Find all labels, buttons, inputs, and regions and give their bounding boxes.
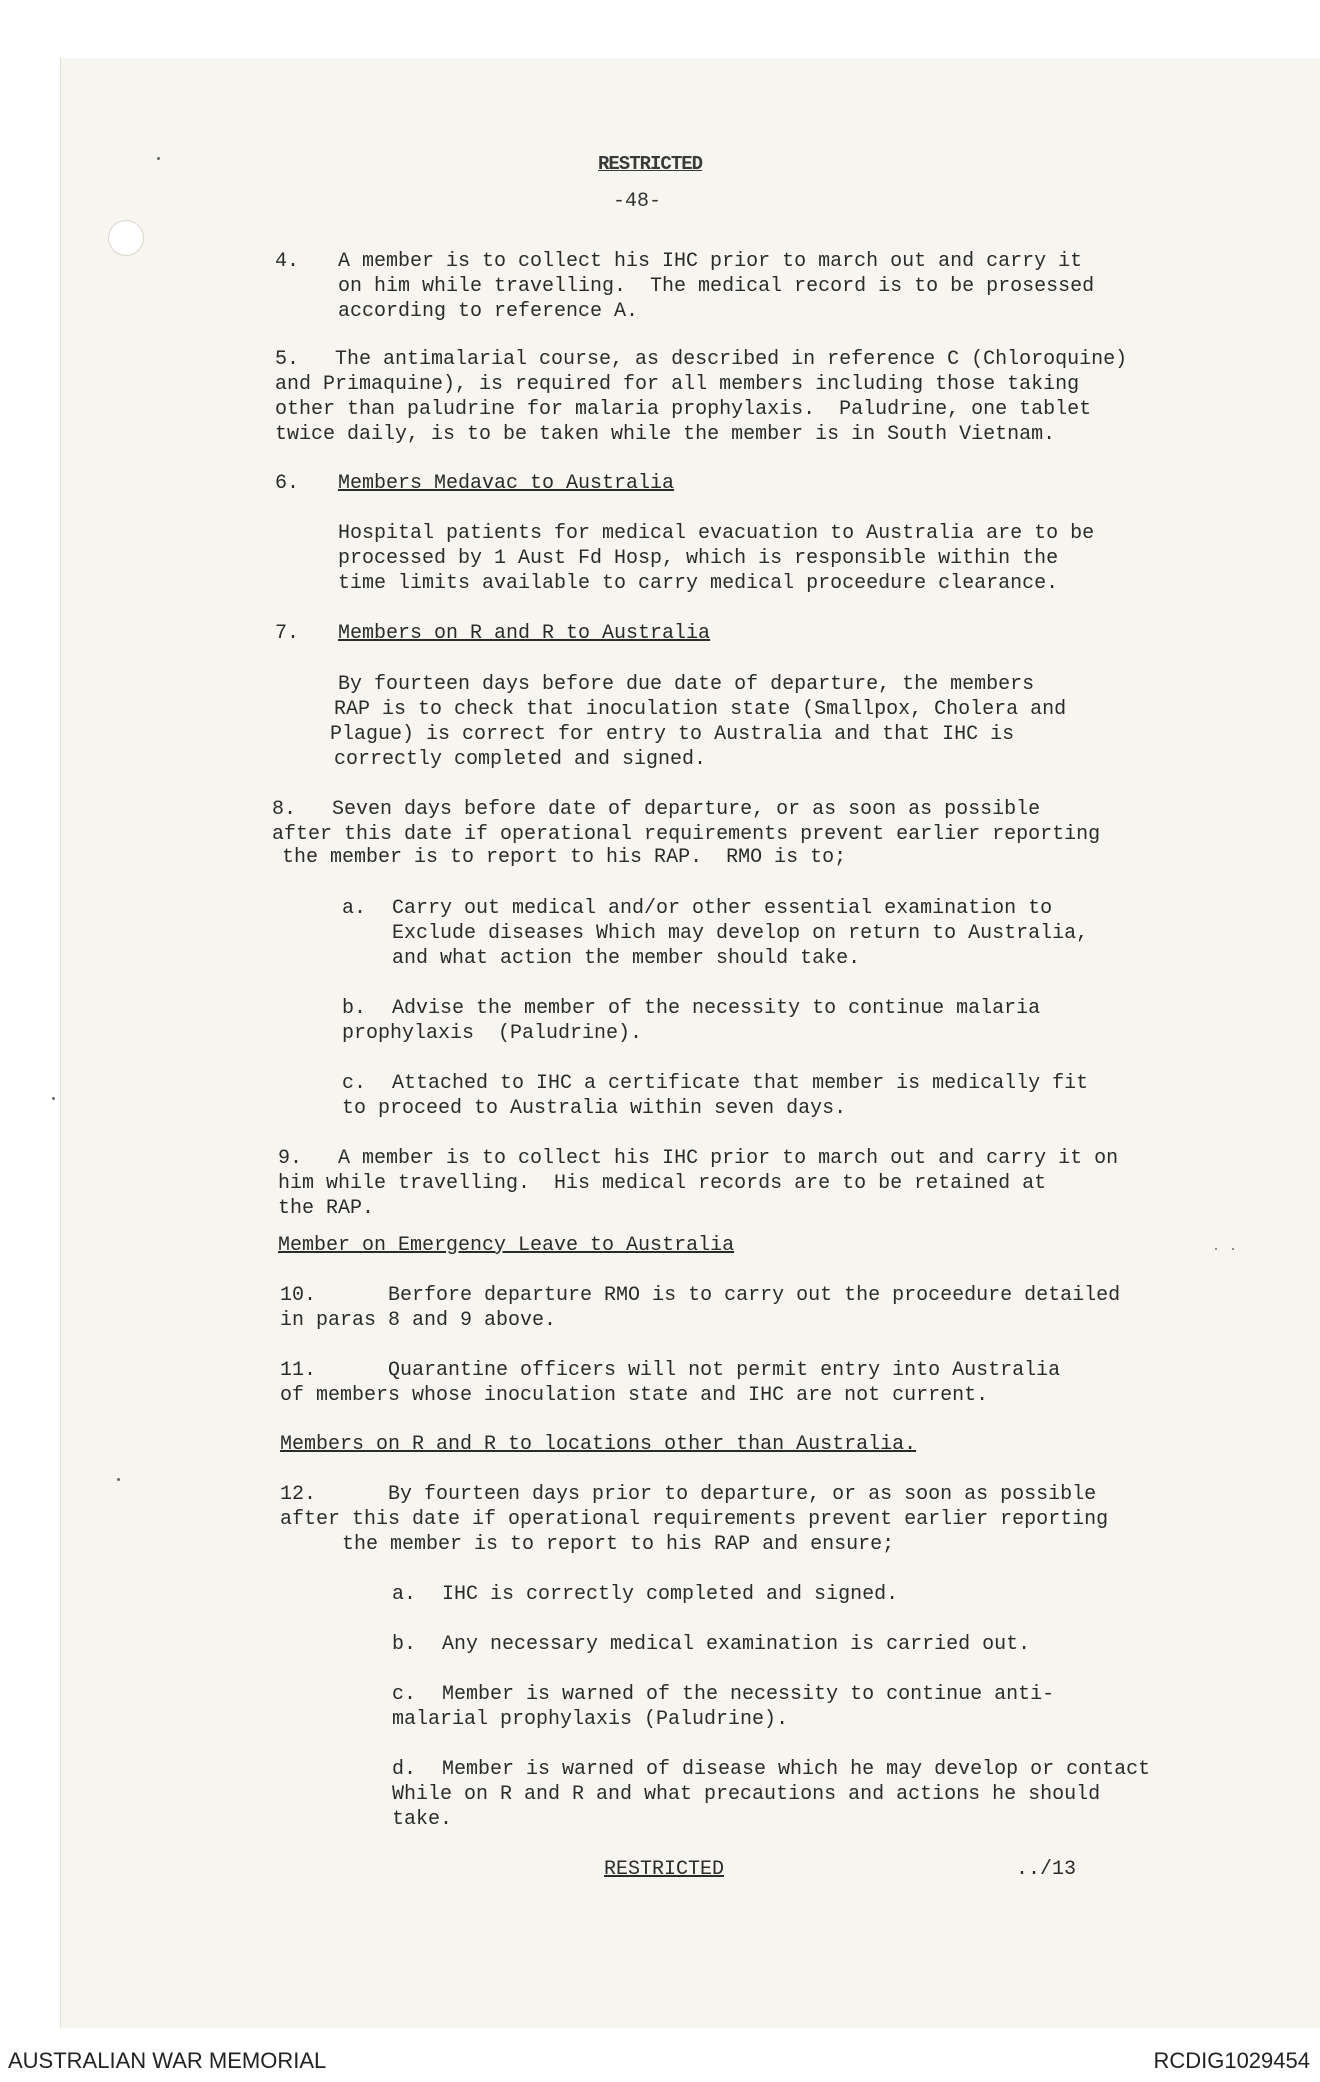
para-8-item-line: and what action the member should take.	[392, 947, 861, 970]
para-5-line: and Primaquine), is required for all members including those taking	[275, 373, 1080, 396]
paper-speck	[157, 157, 160, 160]
para-12-item-label: d.	[392, 1758, 417, 1781]
para-5-line: other than paludrine for malaria prophylaxis. Paludrine, one tablet	[275, 398, 1092, 421]
para-5-line: 5. The antimalarial course, as described in reference C (Chloroquine)	[275, 348, 1128, 371]
para-6-line: time limits available to carry medical proceedure clearance.	[338, 572, 1059, 595]
para-4-number: 4.	[275, 250, 300, 273]
para-12-line: after this date if operational requirements prevent earlier reporting	[280, 1508, 1109, 1531]
para-7-line: correctly completed and signed.	[334, 748, 707, 771]
para-7-line: By fourteen days before due date of departure, the members	[338, 673, 1035, 696]
page-number: -48-	[613, 190, 662, 213]
emergency-leave-heading: Member on Emergency Leave to Australia	[278, 1234, 735, 1257]
para-8-line: after this date if operational requirements prevent earlier reporting	[272, 823, 1101, 846]
para-8-item-line: Attached to IHC a certificate that member is medically fit	[392, 1072, 1089, 1095]
para-9-line: 9. A member is to collect his IHC prior to march out and carry it on	[278, 1147, 1119, 1170]
para-4-line: on him while travelling. The medical record is to be prosessed	[338, 275, 1095, 298]
para-8-line: the member is to report to his RAP. RMO is to;	[282, 846, 847, 869]
para-7-number: 7.	[275, 622, 300, 645]
para-9-line: him while travelling. His medical records are to be retained at	[278, 1172, 1047, 1195]
para-8-item-label: a.	[342, 897, 367, 920]
para-7-line: Plague) is correct for entry to Australia and that IHC is	[330, 723, 1015, 746]
paper-speck	[1215, 1248, 1217, 1250]
para-12-item-label: a.	[392, 1583, 417, 1606]
para-9-line: the RAP.	[278, 1197, 375, 1220]
para-12-line: 12. By fourteen days prior to departure, or as soon as possible	[280, 1483, 1097, 1506]
paper-speck	[1232, 1248, 1234, 1250]
archive-id: RCDIG1029454	[1153, 2048, 1310, 2073]
para-8-item-label: c.	[342, 1072, 367, 1095]
para-8-item-line: Carry out medical and/or other essential examination to	[392, 897, 1053, 920]
para-6-number: 6.	[275, 472, 300, 495]
para-10-line: in paras 8 and 9 above.	[280, 1309, 557, 1332]
continuation-marker: ../13	[1016, 1858, 1077, 1881]
para-7-heading: Members on R and R to Australia	[338, 622, 711, 645]
para-8-item-label: b.	[342, 997, 367, 1020]
para-8-item-line: to proceed to Australia within seven days.	[342, 1097, 847, 1120]
para-8-item-line: Advise the member of the necessity to continue malaria	[392, 997, 1041, 1020]
para-12-item-line: IHC is correctly completed and signed.	[442, 1583, 899, 1606]
punch-hole	[108, 220, 144, 256]
para-12-item-line: Any necessary medical examination is carried out.	[442, 1633, 1031, 1656]
paper-speck	[52, 1097, 55, 1100]
para-8-line: 8. Seven days before date of departure, or as soon as possible	[272, 798, 1041, 821]
para-4-line: according to reference A.	[338, 300, 639, 323]
para-6-heading: Members Medavac to Australia	[338, 472, 675, 495]
para-12-line: the member is to report to his RAP and ensure;	[342, 1533, 895, 1556]
para-11-line: 11. Quarantine officers will not permit entry into Australia	[280, 1359, 1061, 1382]
para-6-line: processed by 1 Aust Fd Hosp, which is responsible within the	[338, 547, 1059, 570]
para-8-item-line: Exclude diseases Which may develop on return to Australia,	[392, 922, 1089, 945]
para-12-item-line: take.	[392, 1808, 453, 1831]
para-12-item-label: c.	[392, 1683, 417, 1706]
para-12-item-line: While on R and R and what precautions and actions he should	[392, 1783, 1101, 1806]
classification-header: RESTRICTED	[598, 153, 703, 175]
para-7-line: RAP is to check that inoculation state (Smallpox, Cholera and	[334, 698, 1067, 721]
archive-label: AUSTRALIAN WAR MEMORIAL	[8, 2048, 327, 2073]
other-locations-heading: Members on R and R to locations other than Australia.	[280, 1433, 917, 1456]
paper-speck	[117, 1478, 120, 1481]
classification-footer: RESTRICTED	[604, 1858, 725, 1881]
para-11-line: of members whose inoculation state and IHC are not current.	[280, 1384, 989, 1407]
para-5-line: twice daily, is to be taken while the member is in South Vietnam.	[275, 423, 1056, 446]
para-12-item-line: Member is warned of the necessity to continue anti-	[442, 1683, 1055, 1706]
para-12-item-line: malarial prophylaxis (Paludrine).	[392, 1708, 789, 1731]
para-4-line: A member is to collect his IHC prior to march out and carry it	[338, 250, 1083, 273]
para-6-line: Hospital patients for medical evacuation to Australia are to be	[338, 522, 1095, 545]
para-10-line: 10. Berfore departure RMO is to carry out the proceedure detailed	[280, 1284, 1121, 1307]
para-12-item-line: Member is warned of disease which he may develop or contact	[442, 1758, 1151, 1781]
para-12-item-label: b.	[392, 1633, 417, 1656]
para-8-item-line: prophylaxis (Paludrine).	[342, 1022, 643, 1045]
